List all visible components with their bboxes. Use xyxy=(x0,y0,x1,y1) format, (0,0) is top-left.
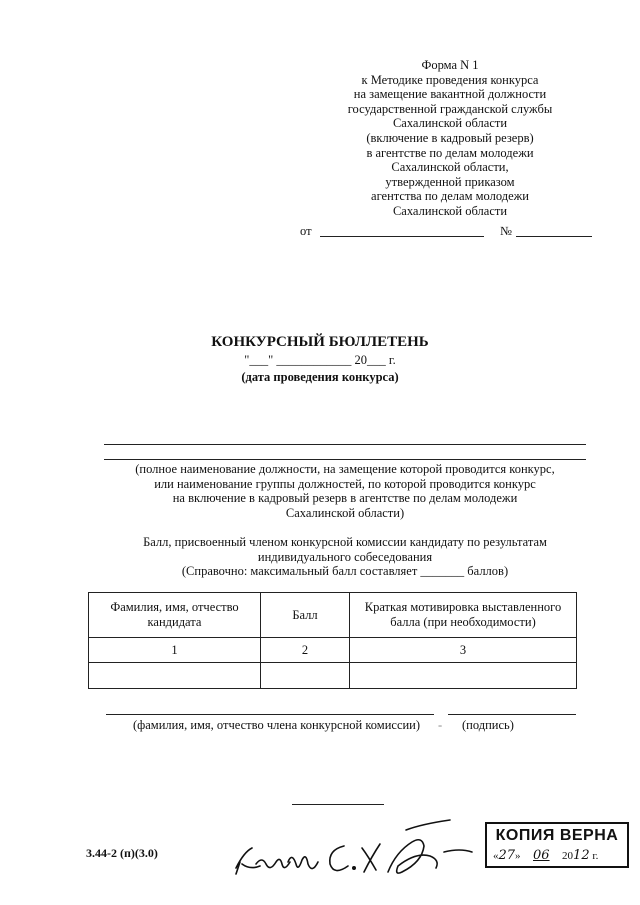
table-row xyxy=(89,663,577,689)
table-header-row xyxy=(89,593,577,638)
position-caption-line: Сахалинской области) xyxy=(285,505,405,520)
header-line: Сахалинской области xyxy=(392,116,508,131)
stamp-year-suffix: г. xyxy=(592,850,599,862)
form-code: 3.44-2 (п)(3.0) xyxy=(86,846,158,860)
score-line: индивидуального собеседования xyxy=(257,549,433,564)
stamp-title: КОПИЯ ВЕРНА xyxy=(495,827,619,844)
stamp-day: 27 xyxy=(498,848,516,863)
header-candidate-name: Фамилия, имя, отчество кандидата xyxy=(89,593,261,638)
member-name-caption: (фамилия, имя, отчество члена конкурсной комиссии) xyxy=(133,718,421,732)
handwritten-signature xyxy=(226,812,476,882)
dash-mark: - xyxy=(438,718,443,732)
stamp-date: «27» 06 2012 г. xyxy=(493,848,599,863)
header-line: государственной гражданской службы xyxy=(347,101,553,116)
header-line: на замещение вакантной должности xyxy=(353,87,547,102)
position-caption-line: на включение в кадровый резерв в агентстве по делам молодежи xyxy=(172,491,518,506)
header-line: (включение в кадровый резерв) xyxy=(366,130,534,145)
stamp-year-prefix: 20 xyxy=(562,850,574,862)
motivation-cell[interactable] xyxy=(350,663,577,689)
order-date-blank[interactable] xyxy=(320,236,484,237)
ot-label: от xyxy=(300,224,312,238)
position-caption-line: или наименование группы должностей, по которой проводится конкурс xyxy=(154,476,536,491)
position-name-line-1[interactable] xyxy=(104,444,586,445)
score-line: (Справочно: максимальный балл составляет _______ баллов) xyxy=(181,564,509,579)
header-line: агентства по делам молодежи xyxy=(371,189,529,204)
score-description xyxy=(100,535,590,579)
contest-date-field[interactable]: "___" ____________ 20___ г. xyxy=(244,353,396,367)
short-blank-line xyxy=(292,804,384,805)
number-label: № xyxy=(500,224,512,238)
document-title: КОНКУРСНЫЙ БЮЛЛЕТЕНЬ xyxy=(211,334,429,350)
table-number-row xyxy=(89,638,577,663)
header-line: Сахалинской области xyxy=(392,203,508,218)
stamp-year: 12 xyxy=(573,848,590,863)
header-line: Сахалинской области, xyxy=(391,160,509,175)
header-motivation: Краткая мотивировка выставленного балла (при необходимости) xyxy=(350,593,577,638)
header-line: Форма N 1 xyxy=(421,58,479,72)
order-number-blank[interactable] xyxy=(516,236,592,237)
signature-caption: (подпись) xyxy=(462,718,514,732)
member-name-line[interactable] xyxy=(106,714,434,715)
candidate-name-cell[interactable] xyxy=(89,663,261,689)
position-caption xyxy=(100,462,590,520)
score-line: Балл, присвоенный членом конкурсной комиссии кандидату по результатам xyxy=(143,535,547,549)
column-number: 2 xyxy=(261,638,350,663)
header-line: к Методике проведения конкурса xyxy=(361,72,539,87)
contest-date-caption: (дата проведения конкурса) xyxy=(241,370,399,384)
position-caption-line: (полное наименование должности, на замещение которой проводится конкурс, xyxy=(135,462,555,476)
signature-line[interactable] xyxy=(448,714,576,715)
header-score: Балл xyxy=(261,593,350,638)
column-number: 3 xyxy=(350,638,577,663)
candidate-score-table xyxy=(88,592,577,689)
certified-copy-stamp xyxy=(485,822,629,868)
column-number: 1 xyxy=(89,638,261,663)
score-cell[interactable] xyxy=(261,663,350,689)
stamp-month: 06 xyxy=(533,848,550,863)
position-name-line-2[interactable] xyxy=(104,459,586,460)
header-line: утвержденной приказом xyxy=(385,174,515,189)
header-line: в агентстве по делам молодежи xyxy=(366,145,534,160)
form-header xyxy=(330,58,570,219)
order-reference-row xyxy=(300,224,600,240)
